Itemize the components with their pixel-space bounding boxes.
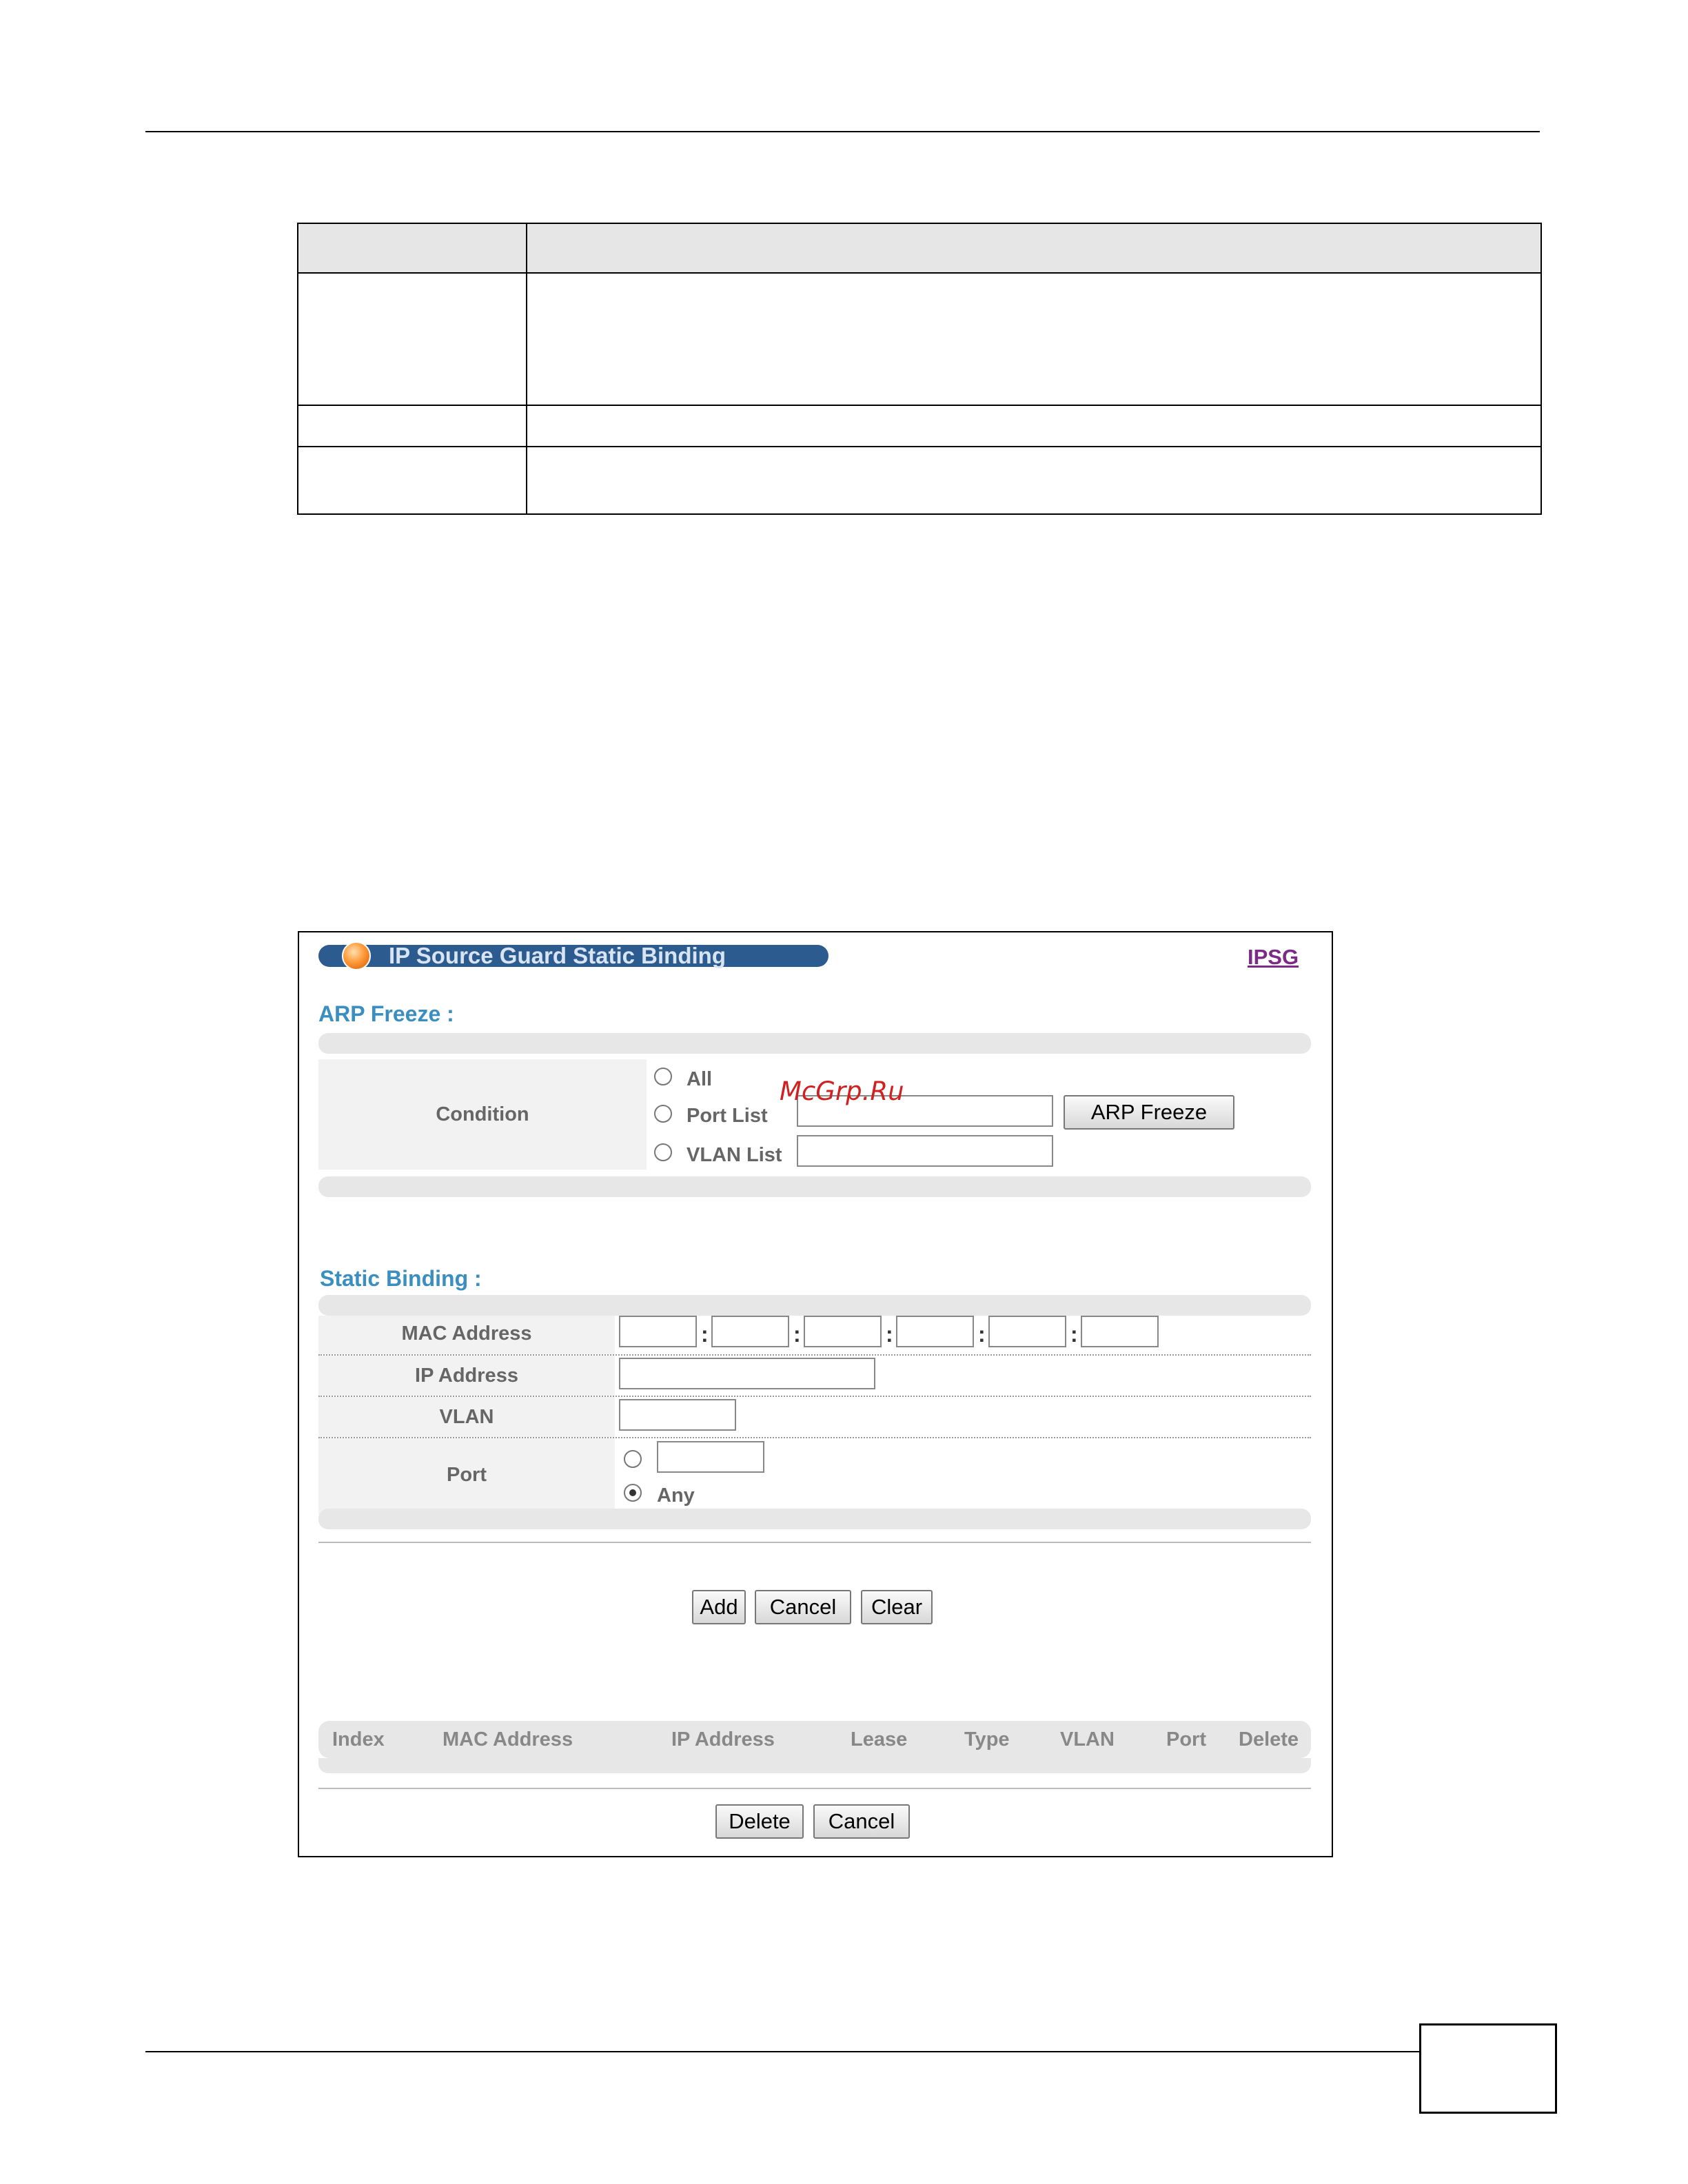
mac-octet-5-input[interactable] [988, 1316, 1066, 1347]
mac-address-label: MAC Address [401, 1323, 532, 1345]
delete-button[interactable]: Delete [715, 1804, 804, 1839]
mac-octet-1-input[interactable] [619, 1316, 697, 1347]
arp-freeze-heading: ARP Freeze : [318, 1001, 454, 1026]
add-button[interactable]: Add [692, 1590, 746, 1624]
arp-freeze-button[interactable]: ARP Freeze [1064, 1095, 1234, 1130]
mac-octet-4-input[interactable] [896, 1316, 974, 1347]
ip-source-guard-static-binding-screen [298, 931, 1333, 1857]
mac-octet-6-input[interactable] [1081, 1316, 1159, 1347]
cancel-button[interactable]: Cancel [755, 1590, 851, 1624]
divider-line [318, 1542, 1311, 1543]
mac-address-column-header: MAC Address [443, 1728, 573, 1751]
mac-separator: : [1070, 1322, 1078, 1347]
table-cell [298, 447, 527, 514]
port-column-header: Port [1166, 1728, 1206, 1751]
vlan-label: VLAN [439, 1406, 494, 1428]
divider-line [318, 1788, 1311, 1789]
port-list-radio[interactable] [654, 1105, 672, 1123]
mac-octet-2-input[interactable] [711, 1316, 789, 1347]
arp-freeze-bottom-cap [318, 1176, 1311, 1197]
arp-freeze-top-cap [318, 1033, 1311, 1054]
port-any-radio[interactable] [624, 1484, 642, 1502]
mac-separator: : [886, 1322, 893, 1347]
table-header-row [298, 223, 1541, 273]
page-number-box [1419, 2023, 1557, 2114]
vlan-list-radio[interactable] [654, 1143, 672, 1161]
orange-ball-icon [342, 941, 371, 970]
table-cell [527, 447, 1541, 514]
port-number-input[interactable] [657, 1441, 764, 1473]
static-binding-top-cap [318, 1295, 1311, 1316]
port-number-radio[interactable] [624, 1450, 642, 1468]
footer-rule [145, 2051, 1419, 2052]
watermark-text: McGrp.Ru [780, 1076, 904, 1106]
ip-address-column-header: IP Address [671, 1728, 775, 1751]
table-header-cell [298, 223, 527, 273]
bottom-cancel-button[interactable]: Cancel [813, 1804, 910, 1839]
port-label: Port [447, 1464, 487, 1486]
vlan-list-option-label: VLAN List [687, 1144, 782, 1166]
all-option-label: All [687, 1068, 713, 1090]
title-bar [318, 945, 828, 967]
mac-octet-3-input[interactable] [804, 1316, 882, 1347]
mac-separator: : [793, 1322, 801, 1347]
mac-separator: : [701, 1322, 709, 1347]
vlan-column-header: VLAN [1060, 1728, 1115, 1751]
table-cell [298, 273, 527, 405]
static-binding-bottom-cap [318, 1509, 1311, 1529]
ip-address-input[interactable] [619, 1358, 875, 1389]
table-row [298, 447, 1541, 514]
table-row [298, 405, 1541, 447]
table-cell [527, 405, 1541, 447]
page-title: IP Source Guard Static Binding [389, 943, 726, 968]
port-list-option-label: Port List [687, 1105, 768, 1127]
table-cell [298, 405, 527, 447]
table-header-cell [527, 223, 1541, 273]
vlan-input[interactable] [619, 1399, 736, 1431]
binding-table-bottom-cap [318, 1758, 1311, 1773]
ipsg-link[interactable]: IPSG [1248, 945, 1299, 969]
vlan-list-input[interactable] [797, 1135, 1053, 1167]
table-cell [527, 273, 1541, 405]
type-column-header: Type [964, 1728, 1010, 1751]
description-table [297, 223, 1542, 515]
clear-button[interactable]: Clear [861, 1590, 933, 1624]
port-any-label: Any [657, 1484, 695, 1507]
table-row [298, 273, 1541, 405]
index-column-header: Index [332, 1728, 385, 1751]
lease-column-header: Lease [851, 1728, 908, 1751]
ip-address-label: IP Address [415, 1365, 518, 1387]
header-rule [145, 131, 1540, 132]
static-binding-heading: Static Binding : [320, 1266, 482, 1291]
delete-column-header: Delete [1239, 1728, 1299, 1751]
all-radio[interactable] [654, 1068, 672, 1085]
mac-separator: : [978, 1322, 986, 1347]
condition-label: Condition [436, 1103, 529, 1125]
